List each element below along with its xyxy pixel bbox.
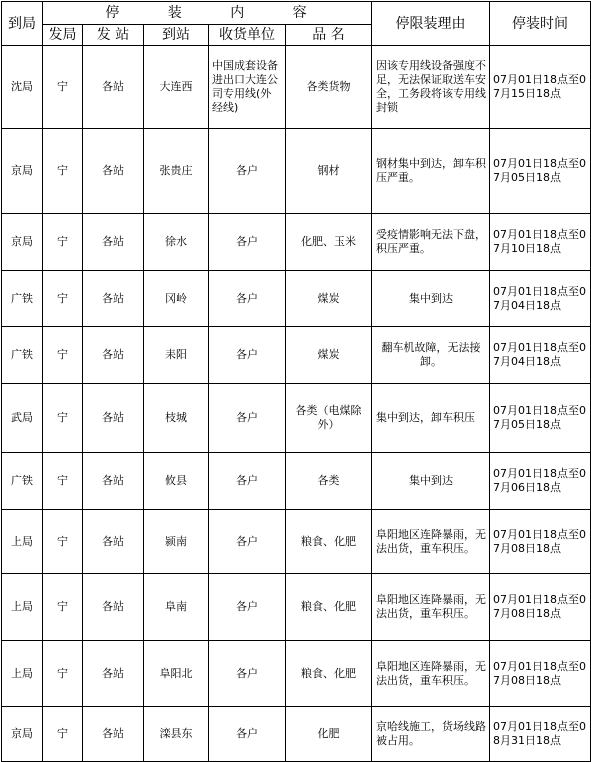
cell-commodity: 粮食、化肥: [286, 574, 372, 641]
cell-arrival-station: 阜阳北: [144, 641, 209, 707]
cell-consignee: 各户: [209, 214, 286, 271]
table-row: [2, 327, 591, 384]
cell-dest-bureau: 京局: [2, 214, 43, 271]
table-row: [2, 641, 591, 707]
table-row: [2, 384, 591, 453]
cell-arrival-station: 枝城: [144, 384, 209, 453]
cell-time: 07月01日18点至07月15日18点: [490, 46, 591, 129]
cell-time: 07月01日18点至07月04日18点: [490, 271, 591, 327]
cell-commodity: 化肥: [286, 707, 372, 762]
cell-origin-bureau: 宁: [43, 510, 83, 574]
cell-origin-station: 各站: [83, 510, 144, 574]
cell-dest-bureau: 上局: [2, 641, 43, 707]
cell-commodity: 粮食、化肥: [286, 641, 372, 707]
cell-origin-bureau: 宁: [43, 129, 83, 214]
table-row: [2, 453, 591, 510]
cell-time: 07月01日18点至08月31日18点: [490, 707, 591, 762]
cell-origin-bureau: 宁: [43, 327, 83, 384]
cell-origin-station: 各站: [83, 641, 144, 707]
table-row: [2, 574, 591, 641]
cell-reason: 集中到达，卸车积压: [372, 384, 490, 453]
cell-origin-bureau: 宁: [43, 707, 83, 762]
cell-consignee: 各户: [209, 384, 286, 453]
cell-commodity: 钢材: [286, 129, 372, 214]
cell-reason: 集中到达: [372, 453, 490, 510]
cell-arrival-station: 冈岭: [144, 271, 209, 327]
cell-arrival-station: 阜南: [144, 574, 209, 641]
cell-dest-bureau: 上局: [2, 574, 43, 641]
cell-origin-bureau: 宁: [43, 271, 83, 327]
cell-commodity: 化肥、玉米: [286, 214, 372, 271]
cell-arrival-station: 大连西: [144, 46, 209, 129]
header-content-group: 停 装 内 容: [43, 2, 372, 25]
cell-origin-station: 各站: [83, 46, 144, 129]
cell-commodity: 煤炭: [286, 271, 372, 327]
loading-restriction-table: [1, 1, 591, 762]
cell-time: 07月01日18点至07月08日18点: [490, 641, 591, 707]
cell-dest-bureau: 上局: [2, 510, 43, 574]
cell-time: 07月01日18点至07月05日18点: [490, 129, 591, 214]
cell-time: 07月01日18点至07月04日18点: [490, 327, 591, 384]
cell-reason: 钢材集中到达，卸车积压严重。: [372, 129, 490, 214]
header-consignee: 收货单位: [209, 25, 286, 46]
cell-origin-bureau: 宁: [43, 214, 83, 271]
cell-reason: 阜阳地区连降暴雨，无法出货，重车积压。: [372, 641, 490, 707]
cell-reason: 京哈线施工，货场线路被占用。: [372, 707, 490, 762]
cell-reason: 阜阳地区连降暴雨，无法出货，重车积压。: [372, 574, 490, 641]
cell-origin-station: 各站: [83, 707, 144, 762]
cell-commodity: 各类（电煤除外）: [286, 384, 372, 453]
cell-dest-bureau: 武局: [2, 384, 43, 453]
header-dest-bureau: 到局: [2, 2, 43, 46]
table-row: [2, 129, 591, 214]
cell-origin-station: 各站: [83, 129, 144, 214]
cell-reason: 翻车机故障，无法接卸。: [372, 327, 490, 384]
cell-dest-bureau: 广铁: [2, 327, 43, 384]
table-row: [2, 214, 591, 271]
header-time: 停装时间: [490, 2, 591, 46]
table-row: [2, 46, 591, 129]
cell-commodity: 各类: [286, 453, 372, 510]
cell-time: 07月01日18点至07月05日18点: [490, 384, 591, 453]
cell-dest-bureau: 广铁: [2, 271, 43, 327]
cell-arrival-station: 徐水: [144, 214, 209, 271]
cell-consignee: 各户: [209, 271, 286, 327]
cell-consignee: 各户: [209, 641, 286, 707]
cell-consignee: 各户: [209, 510, 286, 574]
cell-origin-bureau: 宁: [43, 574, 83, 641]
cell-origin-bureau: 宁: [43, 46, 83, 129]
cell-origin-station: 各站: [83, 327, 144, 384]
header-reason: 停限装理由: [372, 2, 490, 46]
header-arrival-station: 到站: [144, 25, 209, 46]
cell-dest-bureau: 广铁: [2, 453, 43, 510]
cell-reason: 因该专用线设备强度不足，无法保证取送车安全，工务段将该专用线封锁: [372, 46, 490, 129]
cell-reason: 受疫情影响无法下盘，积压严重。: [372, 214, 490, 271]
cell-arrival-station: 耒阳: [144, 327, 209, 384]
cell-origin-station: 各站: [83, 453, 144, 510]
cell-commodity: 煤炭: [286, 327, 372, 384]
header-commodity: 品 名: [286, 25, 372, 46]
table-row: [2, 271, 591, 327]
cell-time: 07月01日18点至07月10日18点: [490, 214, 591, 271]
cell-dest-bureau: 京局: [2, 707, 43, 762]
cell-time: 07月01日18点至07月06日18点: [490, 453, 591, 510]
table-row: [2, 510, 591, 574]
cell-consignee: 各户: [209, 574, 286, 641]
cell-arrival-station: 张贵庄: [144, 129, 209, 214]
cell-origin-station: 各站: [83, 384, 144, 453]
cell-consignee: 各户: [209, 129, 286, 214]
header-origin-station: 发 站: [83, 25, 144, 46]
header-origin-bureau: 发局: [43, 25, 83, 46]
cell-commodity: 各类货物: [286, 46, 372, 129]
cell-arrival-station: 攸县: [144, 453, 209, 510]
cell-dest-bureau: 沈局: [2, 46, 43, 129]
cell-consignee: 各户: [209, 453, 286, 510]
cell-dest-bureau: 京局: [2, 129, 43, 214]
cell-arrival-station: 颍南: [144, 510, 209, 574]
cell-origin-bureau: 宁: [43, 641, 83, 707]
cell-arrival-station: 滦县东: [144, 707, 209, 762]
cell-consignee: 各户: [209, 327, 286, 384]
cell-origin-station: 各站: [83, 574, 144, 641]
cell-reason: 阜阳地区连降暴雨，无法出货，重车积压。: [372, 510, 490, 574]
cell-reason: 集中到达: [372, 271, 490, 327]
cell-commodity: 粮食、化肥: [286, 510, 372, 574]
cell-origin-bureau: 宁: [43, 453, 83, 510]
cell-origin-station: 各站: [83, 271, 144, 327]
cell-origin-bureau: 宁: [43, 384, 83, 453]
table-row: [2, 707, 591, 762]
cell-origin-station: 各站: [83, 214, 144, 271]
cell-consignee: 中国成套设备进出口大连公司专用线(外经线): [209, 46, 286, 129]
cell-time: 07月01日18点至07月08日18点: [490, 510, 591, 574]
cell-time: 07月01日18点至07月08日18点: [490, 574, 591, 641]
cell-consignee: 各户: [209, 707, 286, 762]
